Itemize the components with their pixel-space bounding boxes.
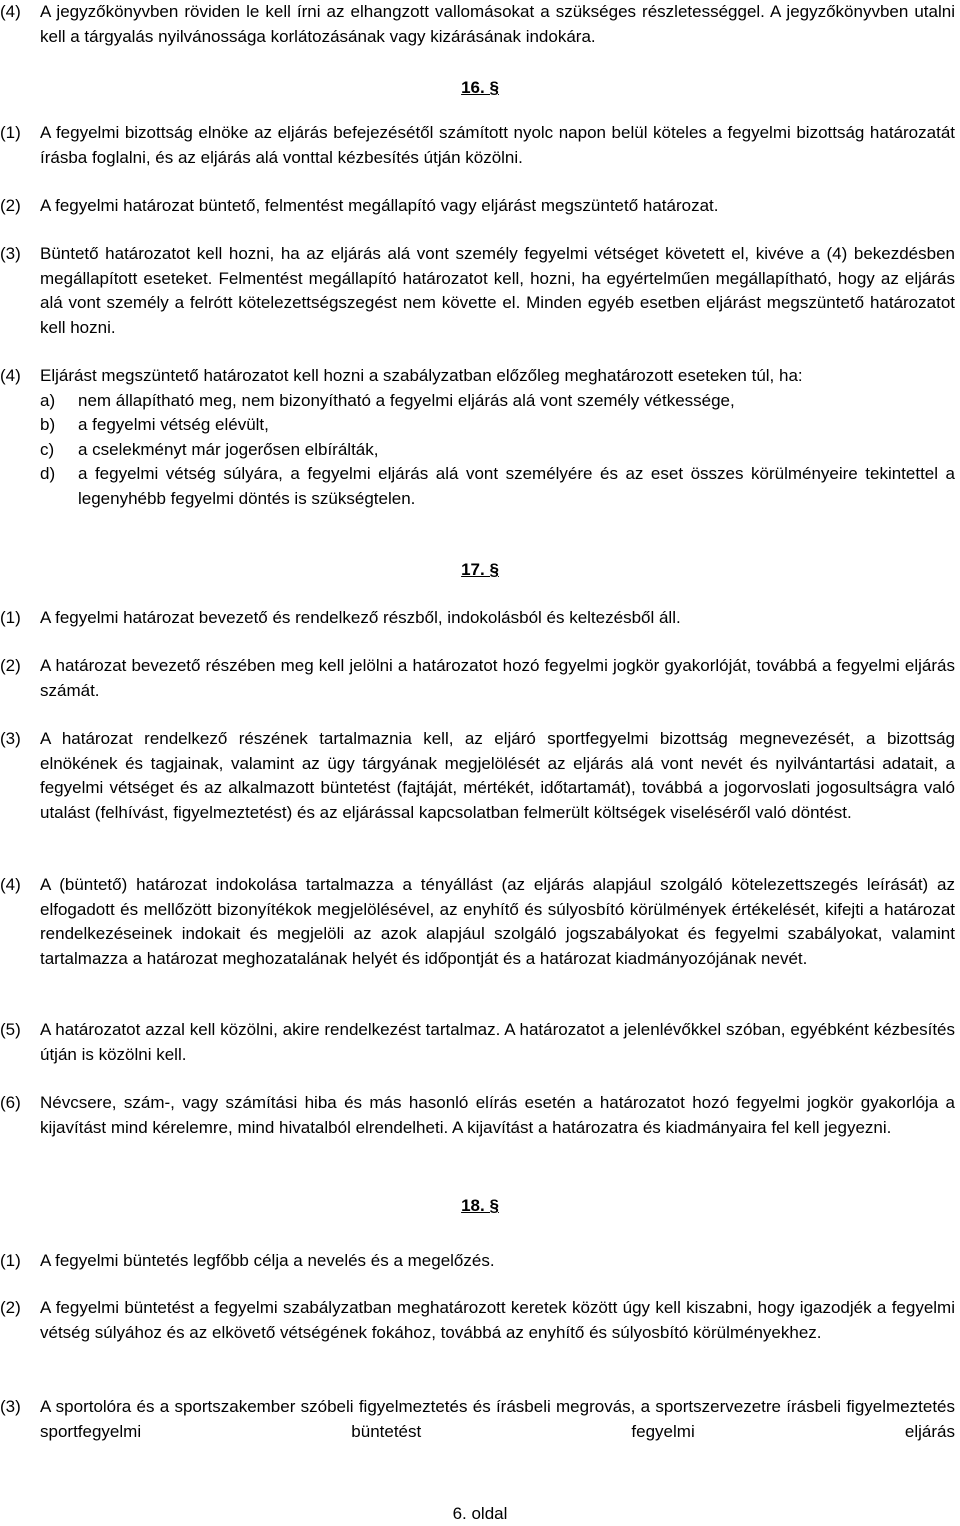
section-heading-17: 17. § [461, 560, 499, 579]
paragraph-number: (1) [0, 608, 21, 627]
paragraph-18-2 [0, 1296, 955, 1345]
paragraph-number: (3) [0, 729, 21, 748]
paragraph-text: Büntető határozatot kell hozni, ha az eljárás alá vont személy fegyelmi vétséget követett el, kivéve a (4) bekezdésben megállapított eseteket. Felmentést megállapító határozatot kell, hozni, ha egyértelműen megállapítható, hogy az eljárás alá vont személy a felrótt kötelezettségszegést nem követte el. Minden egyéb esetben eljárást megszüntető határozatot kell hozni. [40, 244, 955, 337]
item-list [0, 389, 955, 512]
paragraph-17-6 [0, 1091, 955, 1140]
paragraph-17-3 [0, 727, 955, 825]
paragraph-number: (1) [0, 123, 21, 142]
paragraph-text: A fegyelmi bizottság elnöke az eljárás befejezésétől számított nyolc napon belül köteles a fegyelmi bizottság határozatát írásba foglalni, és az eljárás alá vonttal kézbesítés útján közölni. [40, 123, 955, 167]
paragraph-text: A fegyelmi büntetést a fegyelmi szabályzatban meghatározott keretek között úgy kell kiszabni, hogy igazodjék a fegyelmi vétség súlyához és az elkövető vétségének fokához, továbbá az enyhítő és súlyosbító körülményekhez. [40, 1298, 955, 1342]
paragraph-number: (4) [0, 875, 21, 894]
paragraph-text: A jegyzőkönyvben röviden le kell írni az elhangzott vallomásokat a szükséges részletességgel. A jegyzőkönyvben utalni kell a tárgyalás nyilvánossága korlátozásának vagy kizárásának indokára. [40, 2, 955, 46]
item-letter: c) [40, 439, 55, 459]
paragraph-text: A határozatot azzal kell közölni, akire rendelkezést tartalmaz. A határozatot a jelenlévőkkel szóban, egyébként kézbesítés útján is közölni kell. [40, 1020, 955, 1064]
paragraph-18-3 [0, 1395, 955, 1444]
paragraph-number: (3) [0, 244, 21, 263]
paragraph-16-2 [0, 194, 955, 219]
paragraph-17-5 [0, 1018, 955, 1067]
paragraph-16-3 [0, 242, 955, 340]
item-letter: a) [40, 390, 56, 410]
paragraph-number: (3) [0, 1397, 21, 1416]
section-heading-18: 18. § [461, 1196, 499, 1215]
item-letter: d) [40, 464, 56, 484]
list-item [40, 438, 955, 463]
item-text: a fegyelmi vétség súlyára, a fegyelmi eljárás alá vont személyére és az eset összes körülményeire tekintettel a legenyhébb fegyelmi döntés is szükségtelen. [78, 464, 955, 508]
paragraph-number: (5) [0, 1020, 21, 1039]
paragraph-text: A fegyelmi büntetés legfőbb célja a nevelés és a megelőzés. [40, 1251, 495, 1270]
item-text: a cselekményt már jogerősen elbírálták, [78, 439, 379, 459]
paragraph-text: A fegyelmi határozat büntető, felmentést megállapító vagy eljárást megszüntető határozat. [40, 196, 719, 215]
paragraph-text: A fegyelmi határozat bevezető és rendelkező részből, indokolásból és keltezésből áll. [40, 608, 681, 627]
paragraph-number: (1) [0, 1251, 21, 1270]
paragraph-number: (6) [0, 1093, 21, 1112]
item-letter: b) [40, 415, 56, 435]
list-item [40, 413, 955, 438]
paragraph-17-2 [0, 654, 955, 703]
item-text: a fegyelmi vétség elévült, [78, 415, 269, 435]
paragraph-text: A határozat rendelkező részének tartalmaznia kell, az eljáró sportfegyelmi bizottság megnevezését, a bizottság elnökének és tagjainak, valamint az ügy tárgyának megjelölését az eljárás alá vont nevét és nyilvántartási adatait, a fegyelmi vétséget és az alkalmazott büntetést (fajtáját, mértékét, időtartamát), továbbá a jogorvoslati jogosultságra való utalást (felhívást, figyelmeztetést) és az eljárással kapcsolatban felmerült költségek viseléséről való döntést. [40, 729, 955, 822]
section-heading-16: 16. § [461, 78, 499, 97]
paragraph-text: Névcsere, szám-, vagy számítási hiba és más hasonló elírás esetén a határozatot hozó fegyelmi jogkör gyakorlója a kijavítást mind kérelemre, mind hivatalból elrendelheti. A kijavítást a határozatra és kiadmányaira fel kell jegyezni. [40, 1093, 955, 1137]
paragraph-17-4 [0, 873, 955, 971]
paragraph-text: A (büntető) határozat indokolása tartalmazza a tényállást (az eljárás alapjául szolgáló kötelezettszegés leírását) az elfogadott és mellőzött bizonyítékok megjelölésével, az enyhítő és súlyosbító körülmények értékelését, kifejti a határozat rendelkezéseinek indokait és megjelöli az azok alapjául szolgáló jogszabályokat és fegyelmi szabályokat, valamint tartalmazza a határozat meghozatalának helyét és időpontját és a határozat kiadmányozójának nevét. [40, 875, 955, 968]
paragraph-text: Eljárást megszüntető határozatot kell hozni a szabályzatban előzőleg meghatározott eseteken túl, ha: [40, 366, 803, 385]
list-item [40, 462, 955, 511]
paragraph-text: A sportolóra és a sportszakember szóbeli figyelmeztetés és írásbeli megrovás, a sportszervezetre írásbeli figyelmeztetés sportfegyelmi büntetést fegyelmi eljárás [40, 1397, 955, 1441]
paragraph-16-4 [0, 364, 955, 512]
paragraph-number: (2) [0, 196, 21, 215]
paragraph-number: (2) [0, 1298, 21, 1317]
paragraph-16-1 [0, 121, 955, 170]
paragraph-text: A határozat bevezető részében meg kell jelölni a határozatot hozó fegyelmi jogkör gyakorlóját, továbbá a fegyelmi eljárás számát. [40, 656, 955, 700]
paragraph-17-1 [0, 606, 955, 631]
list-item [40, 389, 955, 414]
paragraph-number: (2) [0, 656, 21, 675]
item-text: nem állapítható meg, nem bizonyítható a fegyelmi eljárás alá vont személy vétkessége, [78, 390, 735, 410]
paragraph-number: (4) [0, 2, 21, 21]
paragraph-15-4 [0, 0, 955, 49]
paragraph-number: (4) [0, 366, 21, 385]
paragraph-18-1 [0, 1249, 955, 1274]
page-number: 6. oldal [452, 1504, 508, 1523]
